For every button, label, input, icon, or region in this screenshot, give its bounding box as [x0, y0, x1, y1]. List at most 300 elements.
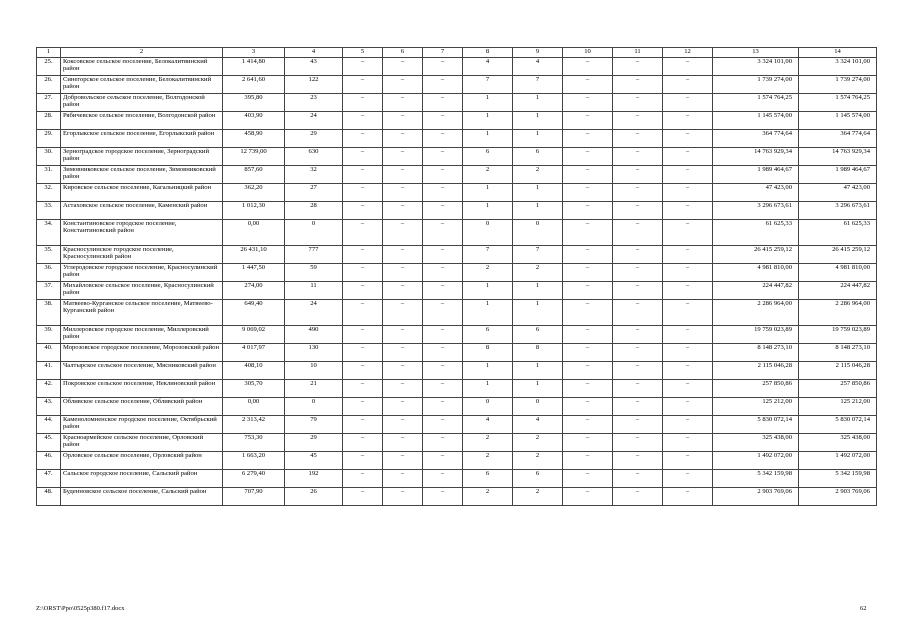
value-cell: – [423, 326, 463, 344]
header-cell: 3 [223, 48, 285, 58]
value-cell: – [383, 246, 423, 264]
value-cell: – [663, 94, 713, 112]
value-cell: – [613, 362, 663, 380]
value-cell: – [343, 58, 383, 76]
value-cell: – [423, 416, 463, 434]
amount-cell: 2 286 964,00 [799, 300, 877, 326]
amount-cell: 1 739 274,00 [799, 76, 877, 94]
header-cell: 6 [383, 48, 423, 58]
settlement-name: Обливское сельское поселение, Обливский район [61, 398, 223, 416]
value-cell: 12 739,00 [223, 148, 285, 166]
amount-cell: 1 574 764,25 [799, 94, 877, 112]
value-cell: – [423, 94, 463, 112]
header-cell: 7 [423, 48, 463, 58]
value-cell: 2 [513, 166, 563, 184]
table-row [37, 416, 877, 434]
value-cell: – [423, 220, 463, 246]
value-cell: 274,00 [223, 282, 285, 300]
value-cell: – [383, 488, 423, 506]
value-cell: – [343, 470, 383, 488]
settlement-name: Каменоломненское городское поселение, Октябрьский район [61, 416, 223, 434]
value-cell: – [613, 184, 663, 202]
value-cell: – [613, 434, 663, 452]
value-cell: – [383, 58, 423, 76]
value-cell: 59 [285, 264, 343, 282]
settlement-name: Углеродовское городское поселение, Красносулинский район [61, 264, 223, 282]
value-cell: 2 [463, 166, 513, 184]
value-cell: 630 [285, 148, 343, 166]
value-cell: 23 [285, 94, 343, 112]
page-number: 62 [860, 605, 867, 612]
settlement-name: Орловское сельское поселение, Орловский район [61, 452, 223, 470]
header-cell: 10 [563, 48, 613, 58]
value-cell: 777 [285, 246, 343, 264]
value-cell: 4 [513, 416, 563, 434]
value-cell: – [563, 434, 613, 452]
amount-cell: 2 115 046,28 [799, 362, 877, 380]
value-cell: 1 [513, 94, 563, 112]
amount-cell: 257 850,86 [713, 380, 799, 398]
value-cell: 8 [513, 344, 563, 362]
amount-cell: 4 981 810,00 [713, 264, 799, 282]
value-cell: – [383, 300, 423, 326]
value-cell: – [423, 166, 463, 184]
value-cell: 857,60 [223, 166, 285, 184]
value-cell: – [613, 488, 663, 506]
value-cell: – [423, 76, 463, 94]
value-cell: 0 [463, 398, 513, 416]
value-cell: 2 [463, 488, 513, 506]
value-cell: 24 [285, 300, 343, 326]
value-cell: – [383, 202, 423, 220]
value-cell: – [563, 184, 613, 202]
value-cell: – [613, 94, 663, 112]
amount-cell: 3 324 101,00 [799, 58, 877, 76]
amount-cell: 2 903 769,06 [713, 488, 799, 506]
value-cell: 8 [463, 344, 513, 362]
table-row [37, 184, 877, 202]
value-cell: 6 279,40 [223, 470, 285, 488]
value-cell: 7 [463, 76, 513, 94]
table-row [37, 362, 877, 380]
amount-cell: 5 342 159,98 [713, 470, 799, 488]
value-cell: – [383, 184, 423, 202]
table-row [37, 344, 877, 362]
value-cell: – [663, 220, 713, 246]
amount-cell: 47 423,00 [799, 184, 877, 202]
table-row [37, 112, 877, 130]
table-row [37, 220, 877, 246]
value-cell: 1 [463, 300, 513, 326]
value-cell: – [663, 344, 713, 362]
settlement-name: Буденновское сельское поселение, Сальский район [61, 488, 223, 506]
value-cell: – [383, 326, 423, 344]
value-cell: – [343, 112, 383, 130]
amount-cell: 325 438,00 [799, 434, 877, 452]
row-number: 28. [37, 112, 61, 130]
row-number: 34. [37, 220, 61, 246]
value-cell: – [383, 434, 423, 452]
amount-cell: 5 830 072,14 [713, 416, 799, 434]
table-row [37, 130, 877, 148]
value-cell: – [383, 166, 423, 184]
value-cell: – [343, 166, 383, 184]
value-cell: – [423, 112, 463, 130]
value-cell: 1 [513, 112, 563, 130]
value-cell: 11 [285, 282, 343, 300]
value-cell: – [343, 380, 383, 398]
value-cell: 403,90 [223, 112, 285, 130]
amount-cell: 1 989 464,67 [799, 166, 877, 184]
table-row [37, 452, 877, 470]
value-cell: 1 012,30 [223, 202, 285, 220]
value-cell: – [343, 300, 383, 326]
settlement-name: Красноармейское сельское поселение, Орловский район [61, 434, 223, 452]
row-number: 29. [37, 130, 61, 148]
value-cell: 408,10 [223, 362, 285, 380]
header-cell: 1 [37, 48, 61, 58]
value-cell: 1 414,80 [223, 58, 285, 76]
value-cell: 2 [513, 264, 563, 282]
value-cell: – [663, 326, 713, 344]
amount-cell: 19 759 023,89 [799, 326, 877, 344]
value-cell: – [613, 452, 663, 470]
value-cell: – [343, 76, 383, 94]
value-cell: – [343, 282, 383, 300]
value-cell: – [343, 220, 383, 246]
amount-cell: 14 763 929,34 [713, 148, 799, 166]
value-cell: – [383, 452, 423, 470]
value-cell: – [663, 488, 713, 506]
value-cell: 2 313,42 [223, 416, 285, 434]
row-number: 42. [37, 380, 61, 398]
value-cell: – [613, 130, 663, 148]
amount-cell: 26 415 259,12 [713, 246, 799, 264]
value-cell: 0 [513, 220, 563, 246]
table-row [37, 282, 877, 300]
amount-cell: 5 342 159,98 [799, 470, 877, 488]
value-cell: 1 [513, 184, 563, 202]
value-cell: 26 [285, 488, 343, 506]
value-cell: – [563, 202, 613, 220]
value-cell: – [423, 362, 463, 380]
value-cell: 9 069,02 [223, 326, 285, 344]
header-cell: 14 [799, 48, 877, 58]
value-cell: 1 [463, 202, 513, 220]
row-number: 48. [37, 488, 61, 506]
value-cell: – [343, 398, 383, 416]
value-cell: 2 [513, 434, 563, 452]
value-cell: 395,80 [223, 94, 285, 112]
amount-cell: 5 830 072,14 [799, 416, 877, 434]
value-cell: – [383, 380, 423, 398]
value-cell: 2 [463, 264, 513, 282]
table-row [37, 398, 877, 416]
row-number: 32. [37, 184, 61, 202]
settlement-name: Сальское городское поселение, Сальский район [61, 470, 223, 488]
value-cell: – [613, 344, 663, 362]
amount-cell: 1 145 574,00 [713, 112, 799, 130]
value-cell: – [563, 380, 613, 398]
value-cell: 1 [513, 362, 563, 380]
settlement-name: Синегорское сельское поселение, Белокалитвинский район [61, 76, 223, 94]
value-cell: 2 641,60 [223, 76, 285, 94]
value-cell: – [663, 76, 713, 94]
value-cell: – [663, 452, 713, 470]
value-cell: – [563, 112, 613, 130]
value-cell: – [663, 416, 713, 434]
value-cell: – [343, 246, 383, 264]
value-cell: 45 [285, 452, 343, 470]
value-cell: – [563, 130, 613, 148]
value-cell: – [343, 434, 383, 452]
table-row [37, 300, 877, 326]
value-cell: 29 [285, 130, 343, 148]
row-number: 47. [37, 470, 61, 488]
amount-cell: 1 989 464,67 [713, 166, 799, 184]
value-cell: – [383, 470, 423, 488]
row-number: 30. [37, 148, 61, 166]
amount-cell: 1 739 274,00 [713, 76, 799, 94]
value-cell: – [383, 94, 423, 112]
header-cell: 12 [663, 48, 713, 58]
value-cell: – [343, 452, 383, 470]
value-cell: 28 [285, 202, 343, 220]
value-cell: – [563, 326, 613, 344]
settlement-name: Астаховское сельское поселение, Каменский район [61, 202, 223, 220]
value-cell: – [563, 416, 613, 434]
value-cell: – [563, 344, 613, 362]
value-cell: 1 [513, 130, 563, 148]
value-cell: – [383, 398, 423, 416]
amount-cell: 3 296 673,61 [713, 202, 799, 220]
value-cell: 1 [513, 202, 563, 220]
value-cell: 10 [285, 362, 343, 380]
value-cell: – [613, 202, 663, 220]
value-cell: – [423, 58, 463, 76]
value-cell: – [343, 264, 383, 282]
amount-cell: 1 492 072,00 [799, 452, 877, 470]
value-cell: – [563, 398, 613, 416]
amount-cell: 14 763 929,34 [799, 148, 877, 166]
table-row [37, 94, 877, 112]
value-cell: – [423, 380, 463, 398]
value-cell: – [663, 166, 713, 184]
table-row [37, 148, 877, 166]
value-cell: 1 [463, 184, 513, 202]
table-row [37, 434, 877, 452]
value-cell: – [613, 264, 663, 282]
value-cell: – [613, 166, 663, 184]
header-cell: 2 [61, 48, 223, 58]
table-row [37, 166, 877, 184]
value-cell: – [563, 452, 613, 470]
header-cell: 8 [463, 48, 513, 58]
amount-cell: 1 492 072,00 [713, 452, 799, 470]
value-cell: – [563, 58, 613, 76]
value-cell: – [423, 184, 463, 202]
row-number: 26. [37, 76, 61, 94]
value-cell: 1 [463, 380, 513, 398]
value-cell: 6 [513, 326, 563, 344]
amount-cell: 325 438,00 [713, 434, 799, 452]
value-cell: – [563, 282, 613, 300]
amount-cell: 61 625,33 [713, 220, 799, 246]
value-cell: – [663, 246, 713, 264]
value-cell: 6 [463, 326, 513, 344]
value-cell: – [383, 416, 423, 434]
row-number: 44. [37, 416, 61, 434]
value-cell: – [663, 362, 713, 380]
value-cell: – [663, 184, 713, 202]
value-cell: – [663, 148, 713, 166]
value-cell: – [663, 300, 713, 326]
amount-cell: 2 115 046,28 [713, 362, 799, 380]
value-cell: 753,30 [223, 434, 285, 452]
value-cell: – [563, 488, 613, 506]
settlement-name: Миллеровское городское поселение, Миллеровский район [61, 326, 223, 344]
value-cell: 26 431,10 [223, 246, 285, 264]
amount-cell: 4 981 810,00 [799, 264, 877, 282]
value-cell: 4 017,97 [223, 344, 285, 362]
row-number: 36. [37, 264, 61, 282]
settlement-name: Красносулинское городское поселение, Красносулинский район [61, 246, 223, 264]
value-cell: – [423, 470, 463, 488]
value-cell: 0 [285, 220, 343, 246]
value-cell: – [563, 362, 613, 380]
settlement-name: Морозовское городское поселение, Морозовский район [61, 344, 223, 362]
value-cell: – [423, 264, 463, 282]
value-cell: 305,70 [223, 380, 285, 398]
value-cell: 27 [285, 184, 343, 202]
table-row [37, 380, 877, 398]
header-cell: 13 [713, 48, 799, 58]
value-cell: 192 [285, 470, 343, 488]
value-cell: 24 [285, 112, 343, 130]
value-cell: – [613, 326, 663, 344]
settlement-name: Добровольское сельское поселение, Волгодонской район [61, 94, 223, 112]
settlement-name: Константиновское городское поселение, Константиновский район [61, 220, 223, 246]
amount-cell: 3 296 673,61 [799, 202, 877, 220]
header-cell: 4 [285, 48, 343, 58]
amount-cell: 8 148 273,10 [713, 344, 799, 362]
value-cell: 0 [285, 398, 343, 416]
value-cell: – [343, 344, 383, 362]
value-cell: – [663, 130, 713, 148]
row-number: 37. [37, 282, 61, 300]
value-cell: 4 [463, 416, 513, 434]
value-cell: 32 [285, 166, 343, 184]
amount-cell: 1 574 764,25 [713, 94, 799, 112]
value-cell: 0 [513, 398, 563, 416]
header-cell: 11 [613, 48, 663, 58]
row-number: 31. [37, 166, 61, 184]
value-cell: – [343, 326, 383, 344]
value-cell: – [343, 488, 383, 506]
amount-cell: 47 423,00 [713, 184, 799, 202]
value-cell: – [613, 416, 663, 434]
table-row [37, 488, 877, 506]
settlement-name: Егорлыкское сельское поселение, Егорлыкский район [61, 130, 223, 148]
value-cell: 21 [285, 380, 343, 398]
value-cell: – [383, 264, 423, 282]
value-cell: – [563, 264, 613, 282]
value-cell: – [423, 434, 463, 452]
footer-file-path: Z:\ORST\Ppo\0525p380.f17.docx [36, 605, 125, 612]
value-cell: – [613, 398, 663, 416]
value-cell: 0,00 [223, 398, 285, 416]
value-cell: – [343, 362, 383, 380]
row-number: 40. [37, 344, 61, 362]
table-row [37, 264, 877, 282]
amount-cell: 125 212,00 [799, 398, 877, 416]
value-cell: – [613, 380, 663, 398]
value-cell: 1 [463, 362, 513, 380]
value-cell: – [423, 344, 463, 362]
value-cell: – [423, 130, 463, 148]
value-cell: 2 [513, 488, 563, 506]
value-cell: – [663, 58, 713, 76]
row-number: 25. [37, 58, 61, 76]
amount-cell: 8 148 273,10 [799, 344, 877, 362]
value-cell: 7 [513, 76, 563, 94]
settlement-name: Матвеево-Курганское сельское поселение, Матвеево-Курганский район [61, 300, 223, 326]
amount-cell: 19 759 023,89 [713, 326, 799, 344]
amount-cell: 257 850,86 [799, 380, 877, 398]
value-cell: 7 [463, 246, 513, 264]
amount-cell: 1 145 574,00 [799, 112, 877, 130]
value-cell: – [383, 112, 423, 130]
value-cell: – [613, 246, 663, 264]
row-number: 46. [37, 452, 61, 470]
value-cell: – [423, 488, 463, 506]
value-cell: – [423, 148, 463, 166]
value-cell: – [663, 380, 713, 398]
value-cell: 43 [285, 58, 343, 76]
value-cell: 1 [513, 300, 563, 326]
value-cell: 7 [513, 246, 563, 264]
value-cell: – [663, 470, 713, 488]
amount-cell: 61 625,33 [799, 220, 877, 246]
value-cell: 130 [285, 344, 343, 362]
value-cell: 6 [513, 148, 563, 166]
value-cell: – [383, 130, 423, 148]
table-body [37, 48, 877, 506]
value-cell: – [613, 300, 663, 326]
value-cell: – [613, 112, 663, 130]
value-cell: 6 [463, 148, 513, 166]
value-cell: – [423, 452, 463, 470]
value-cell: 1 [463, 94, 513, 112]
row-number: 33. [37, 202, 61, 220]
value-cell: 1 663,20 [223, 452, 285, 470]
value-cell: – [343, 184, 383, 202]
value-cell: 1 447,50 [223, 264, 285, 282]
value-cell: 2 [463, 434, 513, 452]
header-cell: 9 [513, 48, 563, 58]
value-cell: 490 [285, 326, 343, 344]
value-cell: – [663, 398, 713, 416]
table-row [37, 470, 877, 488]
data-table [36, 47, 877, 506]
row-number: 38. [37, 300, 61, 326]
settlement-name: Зерноградское городское поселение, Зерноградский район [61, 148, 223, 166]
settlement-name: Рябичевское сельское поселение, Волгодонской район [61, 112, 223, 130]
value-cell: – [343, 94, 383, 112]
value-cell: 707,90 [223, 488, 285, 506]
value-cell: – [563, 300, 613, 326]
amount-cell: 224 447,82 [713, 282, 799, 300]
